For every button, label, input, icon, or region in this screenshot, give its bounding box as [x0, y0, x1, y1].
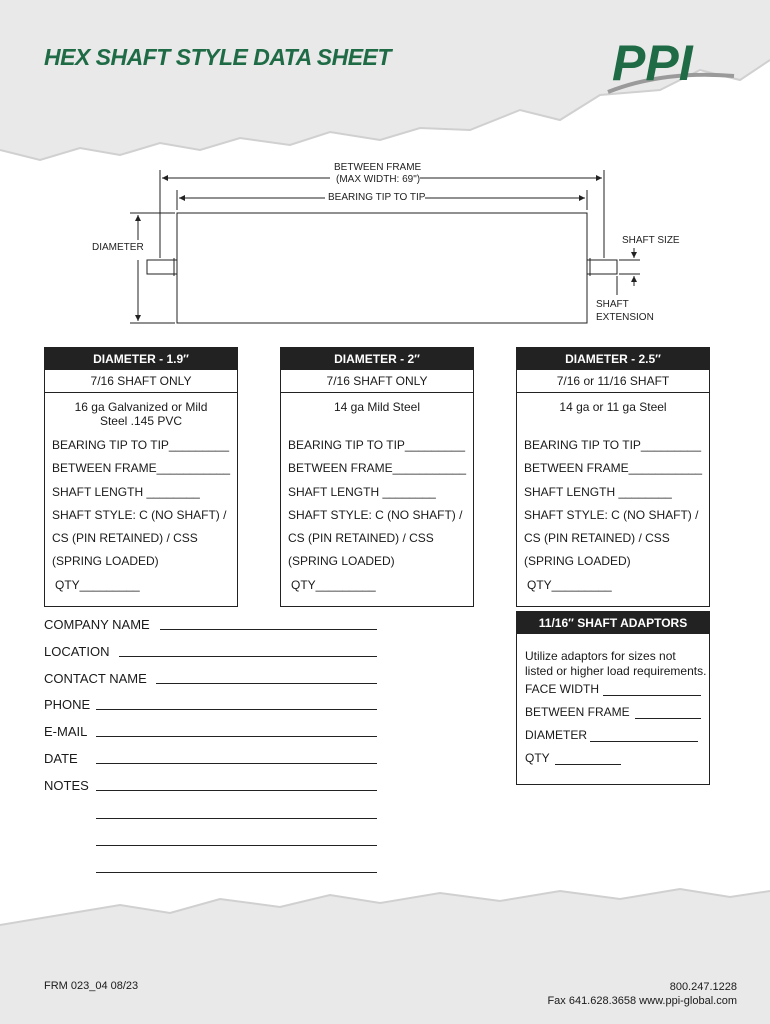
adaptors-note: Utilize adaptors for sizes not: [525, 649, 676, 663]
shaft-style-field[interactable]: SHAFT STYLE: C (NO SHAFT) /: [52, 508, 227, 522]
notes-field-line-1[interactable]: [96, 790, 377, 791]
qty-field[interactable]: QTY_________: [55, 578, 140, 592]
box-material: 14 ga Mild Steel: [333, 400, 421, 414]
email-label: E-MAIL: [44, 724, 88, 739]
between-frame-label: BETWEEN FRAME: [334, 162, 422, 173]
phone-field[interactable]: [96, 709, 377, 710]
roller-diagram: [0, 150, 770, 340]
diameter-box-3: [516, 347, 710, 607]
extension-label: EXTENSION: [596, 312, 654, 323]
shaft-label: SHAFT: [596, 299, 629, 310]
qty-field[interactable]: QTY_________: [527, 578, 612, 592]
qty-field[interactable]: QTY_________: [291, 578, 376, 592]
box-material: 16 ga Galvanized or Mild: [74, 400, 208, 414]
shaft-style-options-2: (SPRING LOADED): [524, 554, 631, 568]
fax-website: Fax 641.628.3658 www.ppi-global.com: [547, 995, 737, 1007]
form-id: FRM 023_04 08/23: [44, 980, 139, 992]
bearing-tip-label: BEARING TIP TO TIP: [328, 192, 426, 203]
date-label: DATE: [44, 751, 78, 766]
phone-number: 800.247.1228: [669, 981, 737, 993]
box-shaft-spec: 7/16 or 11/16 SHAFT: [517, 370, 709, 393]
box-shaft-spec: 7/16 SHAFT ONLY: [45, 370, 237, 393]
box-shaft-spec: 7/16 SHAFT ONLY: [281, 370, 473, 393]
adaptor-diameter-field[interactable]: [590, 741, 698, 742]
bearing-tip-field[interactable]: BEARING TIP TO TIP_________: [52, 438, 229, 452]
notes-field-line-4[interactable]: [96, 872, 377, 873]
contact-name-field[interactable]: [156, 683, 377, 684]
box-material-2: Steel .145 PVC: [99, 414, 183, 428]
company-name-label: COMPANY NAME: [44, 617, 150, 632]
shaft-length-field[interactable]: SHAFT LENGTH ________: [52, 485, 200, 499]
shaft-style-field[interactable]: SHAFT STYLE: C (NO SHAFT) /: [524, 508, 699, 522]
box-header: DIAMETER - 2.5″: [517, 348, 709, 370]
shaft-size-label: SHAFT SIZE: [622, 235, 680, 246]
bearing-tip-field[interactable]: BEARING TIP TO TIP_________: [524, 438, 701, 452]
contact-name-label: CONTACT NAME: [44, 671, 147, 686]
diameter-box-1: [44, 347, 238, 607]
shaft-style-options: CS (PIN RETAINED) / CSS: [524, 531, 670, 545]
logo-wordmark: PPI: [612, 35, 693, 91]
shaft-length-field[interactable]: SHAFT LENGTH ________: [288, 485, 436, 499]
between-frame-field[interactable]: BETWEEN FRAME___________: [288, 461, 467, 475]
notes-field-line-2[interactable]: [96, 818, 377, 819]
adaptor-between-frame-label: BETWEEN FRAME: [525, 705, 630, 719]
shaft-length-field[interactable]: SHAFT LENGTH ________: [524, 485, 672, 499]
notes-field-line-3[interactable]: [96, 845, 377, 846]
page-title: HEX SHAFT STYLE DATA SHEET: [44, 44, 391, 70]
face-width-label: FACE WIDTH: [525, 682, 599, 696]
shaft-adaptors-box: [516, 611, 710, 785]
diameter-box-2: [280, 347, 474, 607]
adaptors-note-2: listed or higher load requirements.: [525, 664, 707, 678]
company-name-field[interactable]: [160, 629, 377, 630]
shaft-style-field[interactable]: SHAFT STYLE: C (NO SHAFT) /: [288, 508, 463, 522]
face-width-field[interactable]: [603, 695, 701, 696]
max-width-label: (MAX WIDTH: 69"): [336, 174, 421, 185]
diameter-label: DIAMETER: [92, 242, 144, 253]
box-header: DIAMETER - 1.9″: [45, 348, 237, 370]
date-field[interactable]: [96, 763, 377, 764]
box-header: DIAMETER - 2″: [281, 348, 473, 370]
bearing-tip-field[interactable]: BEARING TIP TO TIP_________: [288, 438, 465, 452]
location-label: LOCATION: [44, 644, 110, 659]
adaptor-qty-label: QTY: [525, 751, 550, 765]
shaft-style-options-2: (SPRING LOADED): [288, 554, 395, 568]
contact-info: [547, 980, 737, 1008]
adaptor-diameter-label: DIAMETER: [525, 728, 588, 742]
shaft-style-options-2: (SPRING LOADED): [52, 554, 159, 568]
shaft-style-options: CS (PIN RETAINED) / CSS: [288, 531, 434, 545]
box-material: 14 ga or 11 ga Steel: [559, 400, 667, 414]
shaft-style-options: CS (PIN RETAINED) / CSS: [52, 531, 198, 545]
phone-label: PHONE: [44, 697, 91, 712]
adaptor-qty-field[interactable]: [555, 764, 621, 765]
between-frame-field[interactable]: BETWEEN FRAME___________: [524, 461, 703, 475]
notes-label: NOTES: [44, 778, 89, 793]
location-field[interactable]: [119, 656, 377, 657]
email-field[interactable]: [96, 736, 377, 737]
between-frame-field[interactable]: BETWEEN FRAME___________: [52, 461, 231, 475]
adaptors-header: 11/16″ SHAFT ADAPTORS: [517, 612, 709, 634]
ppi-logo: [604, 30, 738, 102]
adaptor-between-frame-field[interactable]: [635, 718, 701, 719]
